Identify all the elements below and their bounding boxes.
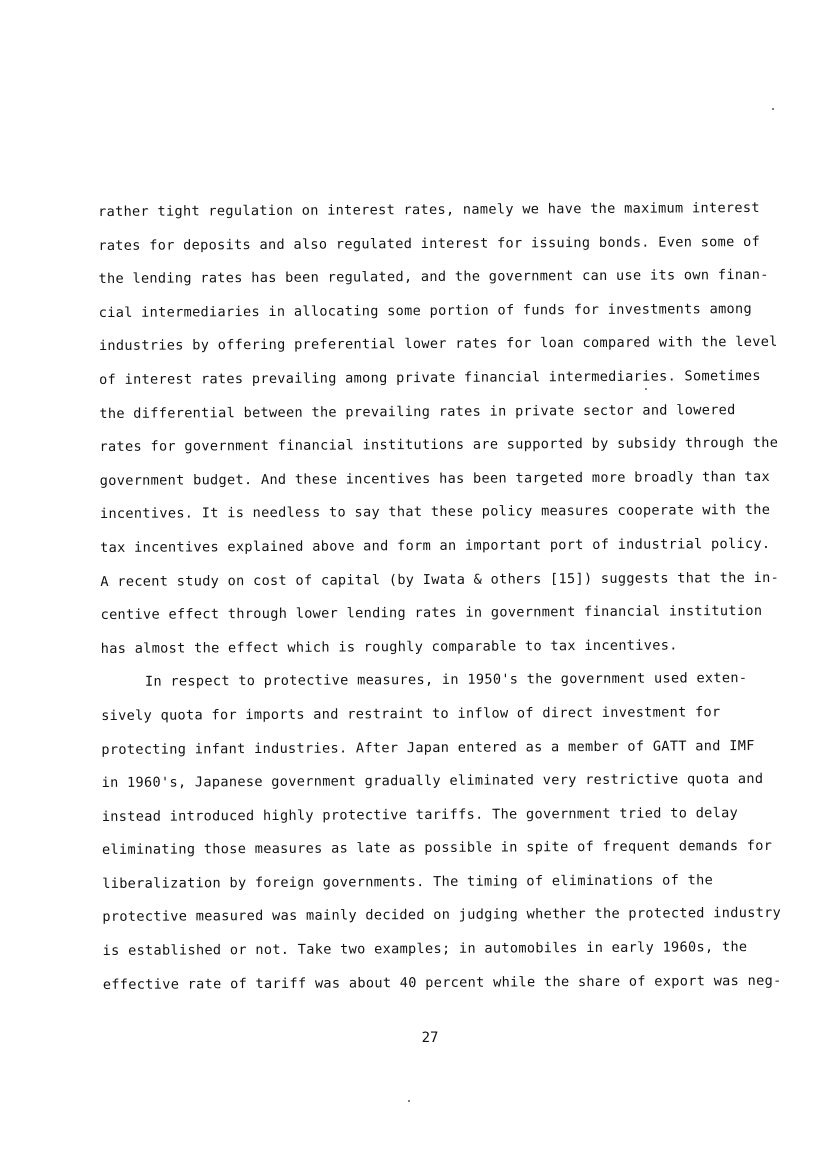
scan-speck (408, 1100, 410, 1102)
text-line: tax incentives explained above and form an important port of industrial policy. (100, 535, 771, 556)
text-line: industries by offering preferential lower rates for loan compared with the level (98, 334, 778, 355)
text-line: instead introduced highly protective tariffs. The government tried to delay (101, 804, 739, 825)
text-line: rates for deposits and also regulated interest for issuing bonds. Even some of (98, 233, 761, 254)
text-line: government budget. And these incentives has been targeted more broadly than tax (99, 468, 771, 489)
text-line: A recent study on cost of capital (by Iwata & others [15]) suggests that the in- (100, 569, 780, 590)
text-line: is established or not. Take two examples; in automobiles in early 1960s, the (102, 939, 748, 960)
text-line: the differential between the prevailing rates in private sector and lowered (99, 401, 736, 422)
text-line: rather tight regulation on interest rates, namely we have the maximum interest (98, 199, 760, 220)
text-line: effective rate of tariff was about 40 percent while the share of export was neg- (102, 972, 782, 993)
scan-speck (772, 108, 774, 110)
text-line: of interest rates prevailing among private financial intermediaries. Sometimes (99, 367, 761, 388)
text-line: liberalization by foreign governments. The timing of eliminations of the (102, 872, 714, 892)
text-line: cial intermediaries in allocating some portion of funds for investments among (98, 300, 753, 321)
text-line: in 1960's, Japanese government gradually eliminated very restrictive quota and (101, 771, 764, 792)
paragraph-start-line: In respect to protective measures, in 1950's the government used exten- (144, 670, 748, 691)
text-line: the lending rates has been regulated, and the government can use its own finan- (98, 267, 769, 288)
body-text (98, 192, 782, 1002)
text-line: protective measured was mainly decided on judging whether the protected industry (102, 905, 782, 926)
text-line: sively quota for imports and restraint to inflow of direct investment for (101, 704, 721, 724)
text-line: centive effect through lower lending rates in government financial institution (100, 603, 763, 624)
page-number: 27 (421, 1030, 439, 1046)
text-line: protecting infant industries. After Japan entered as a member of GATT and IMF (101, 737, 755, 758)
text-line: rates for government financial institutions are supported by subsidy through the (99, 435, 779, 456)
text-line: has almost the effect which is roughly comparable to tax incentives. (100, 637, 678, 657)
scan-speck (645, 388, 647, 390)
text-line: eliminating those measures as late as possible in spite of frequent demands for (101, 838, 773, 859)
text-line: incentives. It is needless to say that these policy measures cooperate with the (99, 502, 771, 523)
